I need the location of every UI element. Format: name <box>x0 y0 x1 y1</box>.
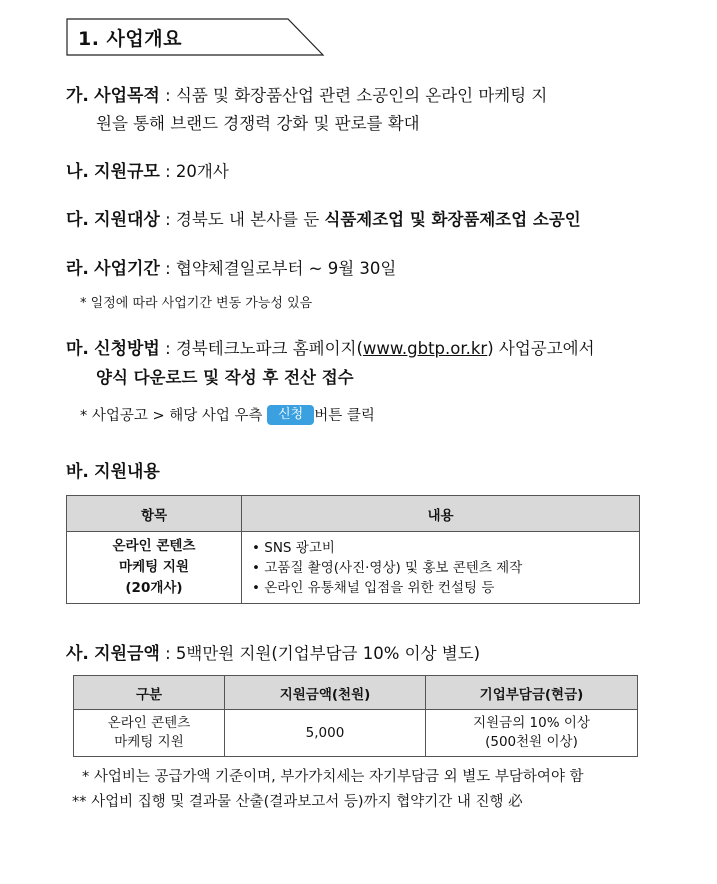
support-amount-table <box>73 675 638 757</box>
item-label: 지원금액 <box>94 644 160 664</box>
item-marker: 사. <box>66 644 89 664</box>
table-header: 기업부담금(현금) <box>426 676 638 710</box>
cell-line: 온라인 콘텐츠 <box>107 715 191 731</box>
item-text: : 협약체결일로부터 ~ 9월 30일 <box>159 259 397 278</box>
item-text: : 20개사 <box>159 162 229 181</box>
note-text: * 사업공고 > 해당 사업 우측 <box>80 408 268 424</box>
contents-list <box>252 538 629 598</box>
note-text: 버튼 클릭 <box>314 408 375 424</box>
item-purpose <box>66 83 547 109</box>
table-cell-contents <box>242 532 640 604</box>
item-text: : 5백만원 지원(기업부담금 10% 이상 별도) <box>159 644 481 663</box>
item-marker: 나. <box>66 162 89 182</box>
table-header: 항목 <box>67 496 242 532</box>
cell-line: (20개사) <box>125 580 183 596</box>
list-item: • SNS 광고비 <box>252 538 629 558</box>
item-label: 지원대상 <box>94 210 160 230</box>
item-text: ) 사업공고에서 <box>487 339 595 358</box>
homepage-link[interactable]: www.gbtp.or.kr <box>362 339 488 358</box>
item-text: : 식품 및 화장품산업 관련 소공인의 온라인 마케팅 지 <box>159 86 548 105</box>
item-contents <box>66 459 160 485</box>
apply-button-sample: 신청 <box>267 405 314 425</box>
table-header: 지원금액(천원) <box>225 676 426 710</box>
section-title: 1. 사업개요 <box>78 28 182 50</box>
item-label: 사업목적 <box>94 86 160 106</box>
list-item: • 고품질 촬영(사진·영상) 및 홍보 콘텐츠 제작 <box>252 558 629 578</box>
item-marker: 라. <box>66 259 89 279</box>
table-header: 구분 <box>74 676 225 710</box>
cell-line: 지원금의 10% 이상 <box>473 715 590 731</box>
item-marker: 바. <box>66 462 89 482</box>
item-target <box>66 207 581 233</box>
table-header: 내용 <box>242 496 640 532</box>
item-marker: 마. <box>66 339 89 359</box>
item-apply-cont: 양식 다운로드 및 작성 후 전산 접수 <box>96 368 354 387</box>
footnote: ** 사업비 집행 및 결과물 산출(결과보고서 등)까지 협약기간 내 진행 必 <box>72 794 523 810</box>
item-marker: 다. <box>66 210 89 230</box>
item-period-note: * 일정에 따라 사업기간 변동 가능성 있음 <box>80 296 313 311</box>
item-marker: 가. <box>66 86 89 106</box>
item-amount <box>66 641 480 667</box>
item-text: : 경북테크노파크 홈페이지( <box>159 339 363 358</box>
table-cell-name <box>74 710 225 757</box>
support-contents-table <box>66 495 640 604</box>
item-apply <box>66 336 595 362</box>
item-text: : 경북도 내 본사를 둔 <box>159 210 325 229</box>
cell-line: 마케팅 지원 <box>114 734 184 750</box>
item-text-bold: 식품제조업 및 화장품제조업 소공인 <box>324 210 581 229</box>
list-item: • 온라인 유통채널 입점을 위한 컨설팅 등 <box>252 578 629 598</box>
table-cell-amount: 5,000 <box>225 710 426 757</box>
footnote: * 사업비는 공급가액 기준이며, 부가가치세는 자기부담금 외 별도 부담하여야 함 <box>82 769 584 785</box>
cell-line: 온라인 콘텐츠 <box>112 538 196 554</box>
table-row <box>67 532 640 604</box>
cell-line: 마케팅 지원 <box>119 559 189 575</box>
cell-line: (500천원 이상) <box>485 734 578 750</box>
table-header-row <box>74 676 638 710</box>
item-label: 신청방법 <box>94 339 160 359</box>
table-row <box>74 710 638 757</box>
item-scale <box>66 159 229 185</box>
item-label: 지원규모 <box>94 162 160 182</box>
item-apply-note <box>80 404 375 425</box>
section-header <box>66 18 324 56</box>
item-purpose-cont: 원을 통해 브랜드 경쟁력 강화 및 판로를 확대 <box>96 114 420 133</box>
table-cell-item <box>67 532 242 604</box>
table-cell-burden <box>426 710 638 757</box>
item-label: 사업기간 <box>94 259 160 279</box>
item-period <box>66 256 396 282</box>
item-label: 지원내용 <box>94 462 160 482</box>
table-header-row <box>67 496 640 532</box>
